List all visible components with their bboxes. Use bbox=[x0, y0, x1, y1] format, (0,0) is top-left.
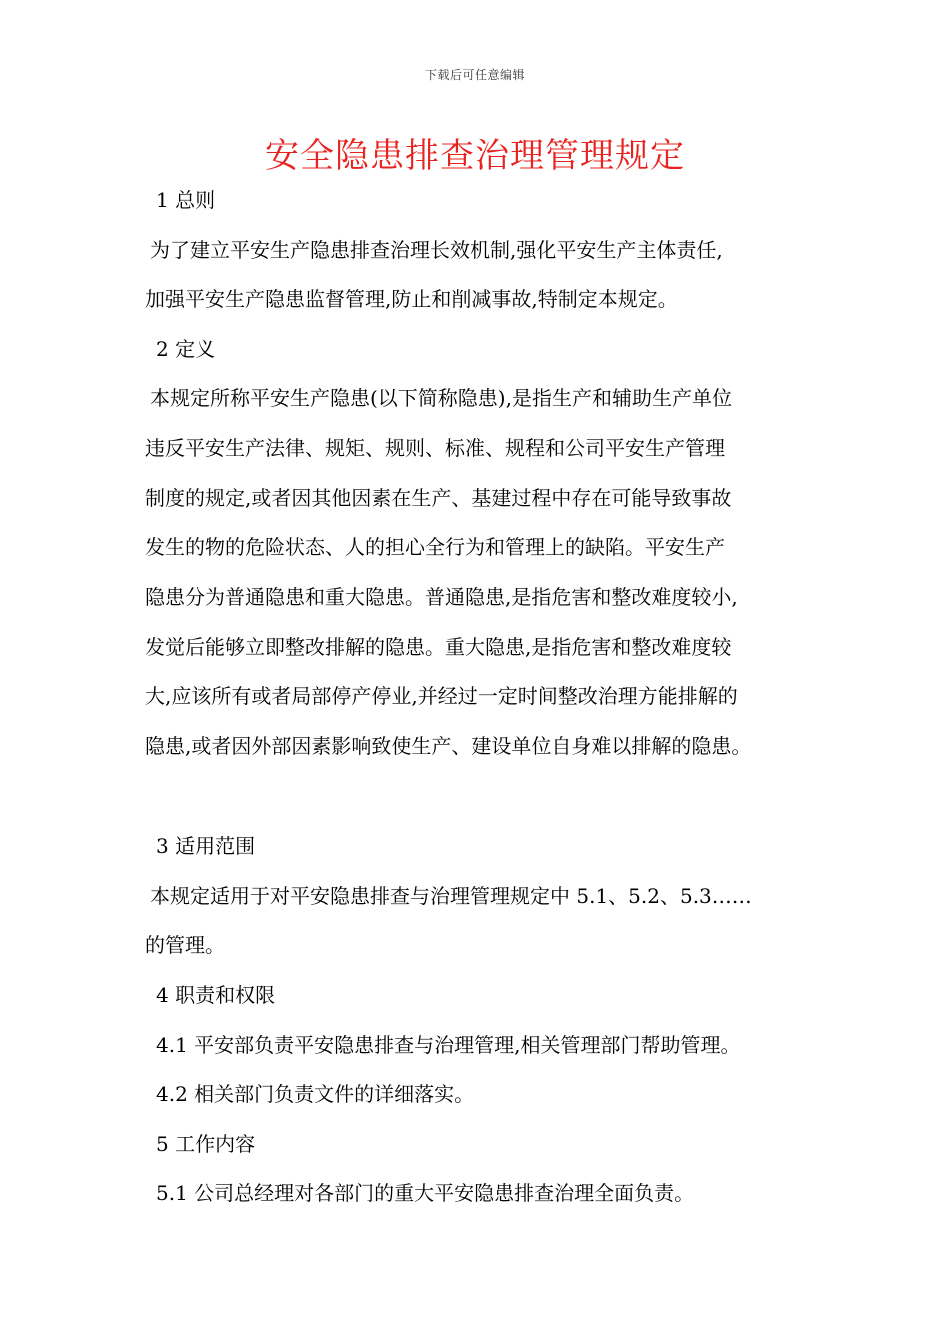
paragraph-line: 隐患,或者因外部因素影响致使生产、建设单位自身难以排解的隐患。 bbox=[145, 734, 752, 758]
paragraph-line: 4.2 相关部门负责文件的详细落实。 bbox=[156, 1082, 475, 1106]
paragraph-line: 5.1 公司总经理对各部门的重大平安隐患排查治理全面负责。 bbox=[156, 1181, 695, 1205]
header-note: 下载后可任意编辑 bbox=[424, 68, 525, 82]
paragraph-line: 发生的物的危险状态、人的担心全行为和管理上的缺陷。平安生产 bbox=[145, 535, 725, 559]
document-title: 安全隐患排查治理管理规定 bbox=[265, 136, 685, 176]
paragraph-line: 隐患分为普通隐患和重大隐患。普通隐患,是指危害和整改难度较小, bbox=[145, 585, 738, 609]
paragraph-line: 4.1 平安部负责平安隐患排查与治理管理,相关管理部门帮助管理。 bbox=[156, 1033, 741, 1057]
paragraph-line: 制度的规定,或者因其他因素在生产、基建过程中存在可能导致事故 bbox=[145, 486, 732, 510]
paragraph-line: 违反平安生产法律、规矩、规则、标准、规程和公司平安生产管理 bbox=[145, 436, 725, 460]
paragraph-line: 本规定所称平安生产隐患(以下简称隐患),是指生产和辅助生产单位 bbox=[150, 386, 732, 410]
section-heading-scope: 3 适用范围 bbox=[156, 834, 256, 858]
section-heading-general: 1 总则 bbox=[156, 188, 216, 212]
section-heading-work-content: 5 工作内容 bbox=[156, 1132, 256, 1156]
section-heading-responsibilities: 4 职责和权限 bbox=[156, 983, 276, 1007]
paragraph-line: 的管理。 bbox=[145, 933, 225, 957]
paragraph-line: 发觉后能够立即整改排解的隐患。重大隐患,是指危害和整改难度较 bbox=[145, 635, 732, 659]
paragraph-line: 本规定适用于对平安隐患排查与治理管理规定中 5.1、5.2、5.3…… bbox=[150, 884, 752, 908]
paragraph-line: 加强平安生产隐患监督管理,防止和削减事故,特制定本规定。 bbox=[145, 287, 678, 311]
paragraph-line: 为了建立平安生产隐患排查治理长效机制,强化平安生产主体责任, bbox=[150, 238, 723, 262]
section-heading-definition: 2 定义 bbox=[156, 337, 216, 361]
paragraph-line: 大,应该所有或者局部停产停业,并经过一定时间整改治理方能排解的 bbox=[145, 684, 738, 708]
